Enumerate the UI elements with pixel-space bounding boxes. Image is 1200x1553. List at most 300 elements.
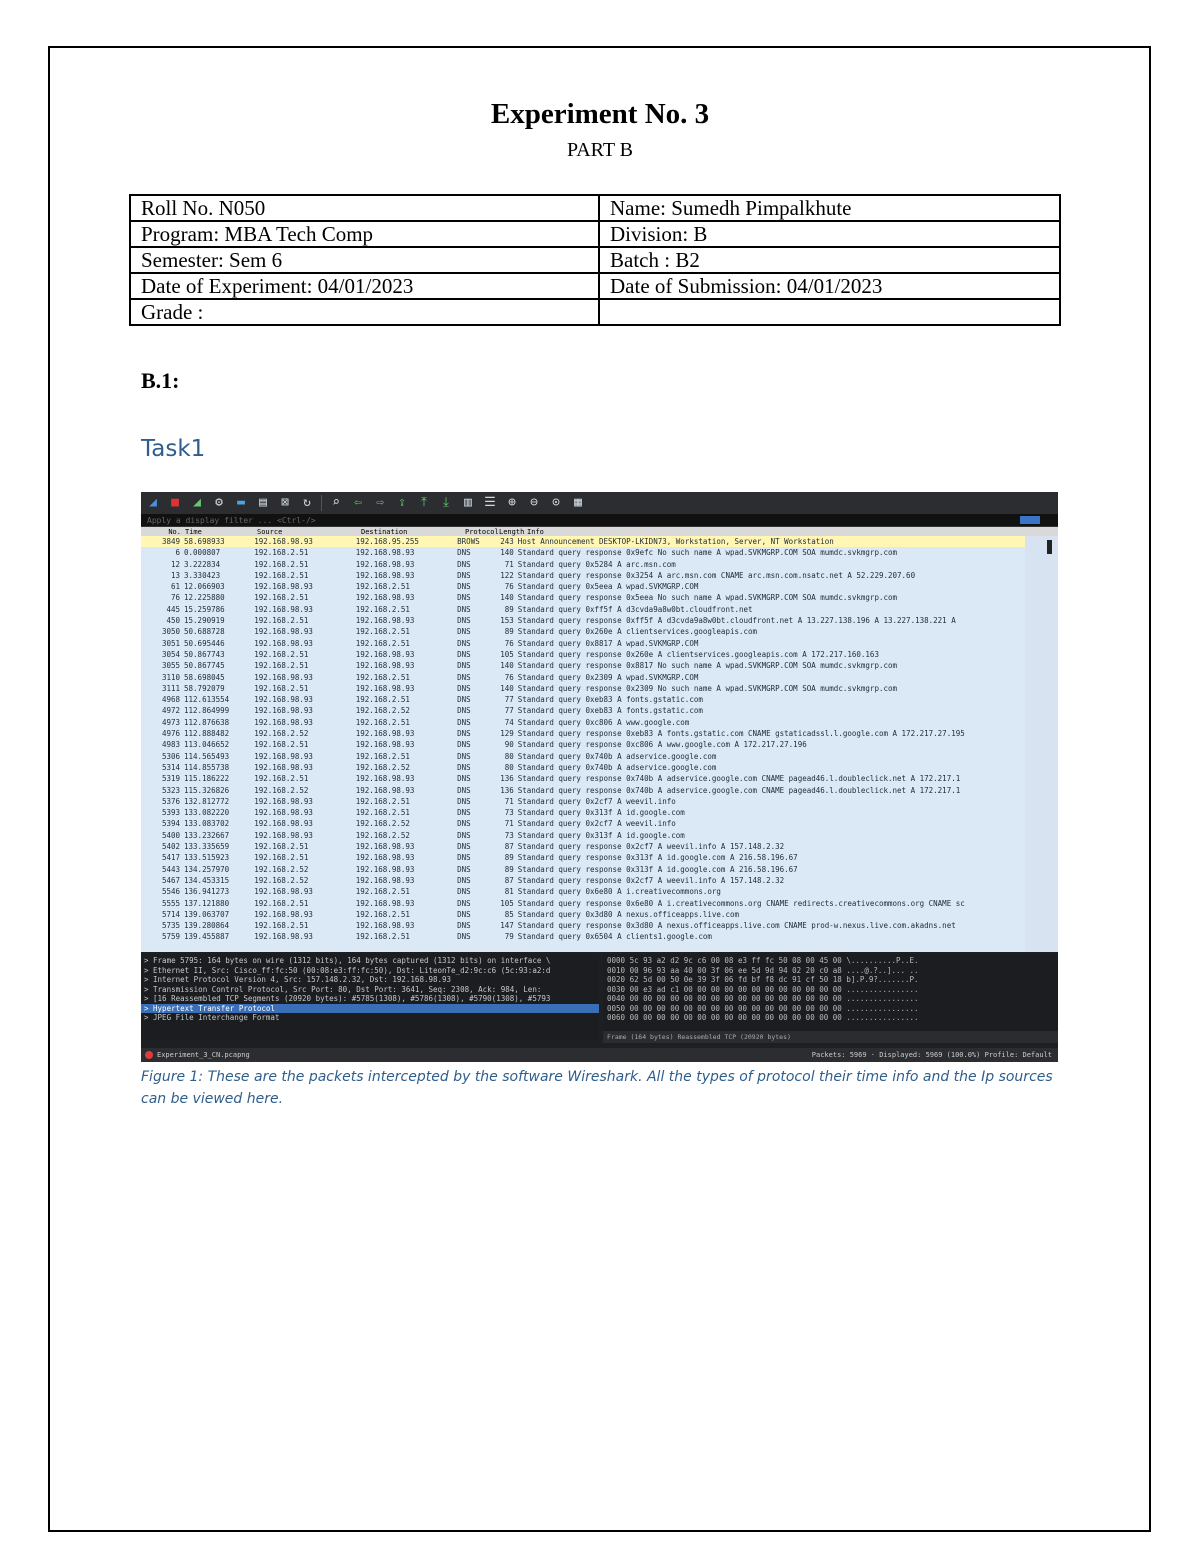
table-row (130, 195, 1060, 221)
shark-fin-icon: ◢ (149, 495, 157, 510)
packet-cell: 0.000807 (184, 548, 221, 558)
back-arrow-icon: ⇦ (354, 495, 362, 510)
packet-cell: Standard query 0x260e A clientservices.googleapis.com (517, 627, 758, 637)
table-row[interactable] (141, 796, 1025, 807)
hex-line: 0060 00 00 00 00 00 00 00 00 00 00 00 00 00 00 00 00 ................ (607, 1013, 919, 1022)
packet-cell: Standard query response 0x6e80 A i.creativecommons.org CNAME redirects.creativecommons.org CNAME sc (517, 898, 965, 908)
packet-cell: Standard query response 0x313f A id.google.com A 216.58.196.67 (517, 864, 798, 874)
packet-cell: 74 (504, 717, 514, 727)
packet-cell: 192.168.98.93 (254, 887, 313, 897)
table-row[interactable] (141, 807, 1025, 818)
packet-cell: 85 (504, 909, 514, 919)
packet-cell: 133.232667 (184, 830, 230, 840)
packet-cell: DNS (457, 842, 471, 852)
document-subtitle: PART B (566, 139, 634, 161)
packet-cell: 115.326826 (184, 785, 230, 795)
packet-cell: Standard query response 0x2309 No such name A wpad.SVKMGRP.COM SOA mumdc.svkmgrp.com (517, 683, 898, 693)
packet-cell: 5306 (161, 751, 181, 761)
packet-cell: 76 (504, 672, 514, 682)
packet-cell: 192.168.98.93 (254, 751, 313, 761)
packet-cell: 112.876638 (184, 717, 230, 727)
status-bar (141, 1048, 1058, 1062)
packet-cell: 89 (504, 604, 514, 614)
packet-scrollbar (1025, 536, 1058, 952)
wireshark-toolbar (141, 492, 1058, 514)
packet-cell: 87 (504, 875, 514, 885)
status-file: Experiment_3_CN.pcapng (157, 1051, 250, 1059)
packet-cell: 134.257970 (184, 864, 230, 874)
packet-cell: Standard query 0xeb83 A fonts.gstatic.com (517, 706, 703, 716)
packet-cell: 192.168.98.93 (355, 661, 415, 671)
packet-cell: 192.168.98.93 (254, 808, 313, 818)
autoscroll-icon: ▥ (464, 495, 472, 510)
packet-cell: 81 (504, 887, 514, 897)
table-row[interactable] (141, 818, 1025, 829)
packet-cell: Standard query 0xff5f A d3cvda9a8w0bt.cloudfront.net (517, 604, 753, 614)
table-row[interactable] (141, 739, 1025, 750)
packet-bytes-pane (603, 954, 1058, 1041)
table-row[interactable] (141, 672, 1025, 683)
table-row[interactable] (141, 536, 1025, 547)
packet-cell: 243 (500, 537, 514, 546)
table-row[interactable] (141, 785, 1025, 796)
packet-cell: 80 (504, 751, 514, 761)
packet-cell: 3054 (161, 649, 181, 659)
table-row (130, 299, 1060, 325)
packet-cell: DNS (457, 683, 471, 693)
column-header: Time (185, 528, 202, 536)
packet-cell: 71 (504, 559, 514, 569)
division-cell: Division: B (599, 221, 1060, 247)
reload-icon: ↻ (303, 495, 311, 510)
packet-cell: 192.168.2.51 (355, 695, 410, 705)
packet-cell: 192.168.2.51 (254, 593, 309, 603)
packet-cell: 445 (166, 604, 181, 614)
packet-cell: 114.565493 (184, 751, 230, 761)
packet-cell: DNS (457, 853, 471, 863)
packet-cell: 192.168.98.93 (355, 853, 415, 863)
packet-cell: 192.168.2.52 (254, 864, 309, 874)
packet-cell: 3110 (161, 672, 181, 682)
table-row[interactable] (141, 886, 1025, 897)
table-row[interactable] (141, 898, 1025, 909)
packet-cell: 192.168.2.51 (254, 898, 309, 908)
packet-cell: Standard query 0x5284 A arc.msn.com (517, 559, 676, 569)
packet-cell: 192.168.2.52 (355, 830, 410, 840)
table-row[interactable] (141, 751, 1025, 762)
packet-cell: 5759 (161, 932, 181, 942)
packet-cell: 133.515923 (184, 853, 230, 863)
detail-item[interactable]: > Hypertext Transfer Protocol (141, 1004, 599, 1014)
packet-cell: 3849 (161, 537, 181, 546)
table-row[interactable] (141, 717, 1025, 728)
packet-cell: 5714 (161, 909, 181, 919)
packet-cell: 192.168.2.51 (355, 717, 410, 727)
packet-cell: DNS (457, 672, 471, 682)
packet-cell: 192.168.2.51 (254, 683, 309, 693)
packet-cell: Standard query 0xeb83 A fonts.gstatic.com (517, 695, 703, 705)
first-packet-icon: ⤒ (421, 495, 427, 510)
document-title: Experiment No. 3 (490, 98, 710, 130)
packet-cell: Standard query response 0x2cf7 A weevil.info A 157.148.2.32 (517, 842, 785, 852)
packet-cell: DNS (457, 785, 471, 795)
packet-cell: Standard query 0xc806 A www.google.com (517, 717, 690, 727)
packet-cell: 122 (500, 570, 514, 580)
packet-cell: 15.290919 (184, 616, 225, 626)
display-filter-bar (141, 514, 1058, 527)
packet-cell: DNS (457, 695, 471, 705)
table-row[interactable] (141, 604, 1025, 615)
packet-cell: 87 (504, 842, 514, 852)
packet-cell: 136.941273 (184, 887, 230, 897)
forward-arrow-icon: ⇨ (376, 495, 384, 510)
packet-cell: 192.168.2.51 (254, 853, 309, 863)
table-row (130, 221, 1060, 247)
table-row[interactable] (141, 683, 1025, 694)
table-row[interactable] (141, 626, 1025, 637)
hex-line: 0050 00 00 00 00 00 00 00 00 00 00 00 00 00 00 00 00 ................ (607, 1003, 919, 1013)
packet-cell: 5735 (161, 921, 181, 931)
table-row[interactable] (141, 649, 1025, 660)
packet-cell: 192.168.2.52 (355, 819, 410, 829)
packet-cell: 79 (504, 932, 514, 942)
packet-details-pane (141, 954, 599, 1041)
packet-cell: 139.280864 (184, 921, 230, 931)
packet-cell: Standard query 0x313f A id.google.com (517, 830, 685, 840)
packet-cell: 4973 (161, 717, 181, 727)
packet-cell: 12.066903 (184, 582, 225, 592)
student-info-table (129, 194, 1061, 326)
packet-cell: Standard query 0x740b A adservice.google.com (517, 751, 717, 761)
packet-cell: 58.698933 (184, 537, 225, 546)
packet-cell: Standard query response 0x313f A id.google.com A 216.58.196.67 (517, 853, 798, 863)
packet-cell: Standard query 0x2cf7 A weevil.info (517, 796, 676, 806)
open-folder-icon: ▬ (237, 495, 245, 510)
packet-cell: 105 (500, 649, 514, 659)
packet-cell: 192.168.2.51 (355, 796, 410, 806)
hex-line: 0000 5c 93 a2 d2 9c c6 00 08 e3 ff fc 50 08 00 45 00 \..........P..E. (607, 956, 919, 965)
packet-cell: DNS (457, 649, 471, 659)
section-heading: B.1: (141, 368, 180, 393)
packet-cell: 5314 (161, 762, 181, 772)
packet-cell: 192.168.98.93 (355, 740, 415, 750)
packet-cell: 192.168.2.51 (254, 661, 309, 671)
packet-cell: 112.613554 (184, 695, 230, 705)
packet-cell: Standard query response 0x5eea No such name A wpad.SVKMGRP.COM SOA mumdc.svkmgrp.com (517, 593, 898, 603)
packet-cell: Standard query 0x3d80 A nexus.officeapps.live.com (517, 909, 739, 919)
bytes-tabs: Frame (164 bytes) Reassembled TCP (20920 bytes) (603, 1031, 1058, 1043)
packet-cell: 3050 (161, 627, 181, 637)
stop-capture-icon: ■ (171, 495, 179, 510)
packet-cell: 137.121880 (184, 898, 230, 908)
packet-cell: 192.168.98.93 (355, 649, 415, 659)
table-row[interactable] (141, 841, 1025, 852)
packet-cell: DNS (457, 830, 471, 840)
status-stats: Packets: 5969 · Displayed: 5969 (100.0%) Profile: Default (811, 1051, 1052, 1059)
detail-item[interactable]: > Transmission Control Protocol, Src Port: 80, Dst Port: 3641, Seq: 2308, Ack: 984, Len: (144, 984, 542, 994)
date-experiment-cell: Date of Experiment: 04/01/2023 (130, 273, 599, 299)
packet-cell: 50.688728 (184, 627, 225, 637)
hex-line: 0030 00 e3 ad c1 00 00 00 00 00 00 00 00 00 00 00 00 ................ (607, 984, 919, 994)
packet-cell: Standard query response 0xeb83 A fonts.gstatic.com CNAME gstaticadssl.l.google.com A 172.217.27.195 (517, 729, 965, 739)
packet-cell: Standard query response 0x2cf7 A weevil.info A 157.148.2.32 (517, 875, 785, 885)
packet-cell: 12.225880 (184, 593, 225, 603)
packet-cell: 192.168.2.51 (355, 808, 410, 818)
batch-cell: Batch : B2 (599, 247, 1060, 273)
packet-cell: 73 (504, 830, 514, 840)
packet-cell: 15.259786 (184, 604, 225, 614)
colorize-icon: ☰ (484, 495, 496, 510)
packet-cell: 136 (500, 785, 514, 795)
column-header: Info (527, 528, 544, 536)
packet-cell: 4976 (161, 729, 181, 739)
table-row[interactable] (141, 570, 1025, 581)
table-row[interactable] (141, 875, 1025, 886)
packet-cell: 76 (504, 638, 514, 648)
grade-value-cell (599, 299, 1060, 325)
table-row[interactable] (141, 773, 1025, 784)
packet-cell: 450 (166, 616, 181, 626)
packet-cell: 192.168.98.93 (254, 932, 313, 942)
packet-list (141, 536, 1025, 952)
packet-cell: Standard query response 0x9efc No such name A wpad.SVKMGRP.COM SOA mumdc.svkmgrp.com (517, 548, 898, 558)
packet-cell: 5400 (161, 830, 181, 840)
packet-cell: DNS (457, 774, 471, 784)
detail-item[interactable]: > Ethernet II, Src: Cisco_ff:fc:50 (00:08:e3:ff:fc:50), Dst: LiteonTe_d2:9c:c6 (5c:93:a2:d (144, 965, 551, 975)
table-row[interactable] (141, 830, 1025, 841)
packet-cell: 192.168.2.51 (355, 932, 410, 942)
packet-cell: 192.168.98.93 (355, 548, 415, 558)
packet-cell: 192.168.98.93 (254, 638, 313, 648)
packet-cell: 5402 (161, 842, 181, 852)
packet-cell: DNS (457, 887, 471, 897)
scroll-thumb (1047, 540, 1052, 554)
packet-cell: 192.168.2.52 (254, 729, 309, 739)
packet-cell: 192.168.2.51 (355, 909, 410, 919)
packet-cell: 139.455887 (184, 932, 230, 942)
packet-cell: 13 (170, 570, 181, 580)
packet-cell: DNS (457, 559, 471, 569)
table-row[interactable] (141, 728, 1025, 739)
restart-capture-icon: ◢ (193, 495, 201, 510)
last-packet-icon: ⤓ (443, 495, 449, 510)
packet-cell: 192.168.98.93 (355, 864, 415, 874)
packet-cell: 6 (175, 548, 181, 558)
go-to-packet-icon: ⇪ (398, 495, 406, 510)
packet-cell: 133.083702 (184, 819, 230, 829)
packet-cell: 89 (504, 864, 514, 874)
packet-cell: DNS (457, 616, 471, 626)
hex-line: 0010 00 96 93 aa 40 00 3f 06 ee 5d 9d 94 02 20 c0 a8 ....@.?..]... .. (607, 965, 919, 975)
packet-cell: 192.168.95.255 (355, 537, 419, 546)
table-row (130, 247, 1060, 273)
table-row[interactable] (141, 547, 1025, 558)
packet-cell: 192.168.98.93 (355, 875, 415, 885)
apply-filter-icon (1020, 516, 1040, 524)
packet-cell: 140 (500, 661, 514, 671)
task-heading: Task1 (141, 436, 206, 462)
packet-cell: 192.168.98.93 (254, 762, 313, 772)
packet-cell: 112.864999 (184, 706, 230, 716)
packet-cell: 153 (500, 616, 514, 626)
table-row[interactable] (141, 559, 1025, 570)
packet-cell: 50.867743 (184, 649, 225, 659)
table-row[interactable] (141, 694, 1025, 705)
packet-cell: 5555 (161, 898, 181, 908)
detail-item[interactable]: > Frame 5795: 164 bytes on wire (1312 bits), 164 bytes captured (1312 bits) on interface \ (144, 956, 551, 965)
packet-cell: 192.168.98.93 (355, 921, 415, 931)
packet-cell: 5417 (161, 853, 181, 863)
packet-cell: 140 (500, 548, 514, 558)
packet-cell: 77 (504, 706, 514, 716)
options-gear-icon: ⚙ (215, 495, 223, 510)
detail-item[interactable]: > [16 Reassembled TCP Segments (20920 bytes): #5785(1308), #5786(1308), #5790(1308), #5793 (144, 994, 551, 1003)
packet-cell: 192.168.2.52 (355, 762, 410, 772)
table-row[interactable] (141, 909, 1025, 920)
packet-cell: 50.867745 (184, 661, 225, 671)
save-file-icon: ▤ (259, 495, 267, 510)
packet-cell: 192.168.2.51 (355, 672, 410, 682)
name-cell: Name: Sumedh Pimpalkhute (599, 195, 1060, 221)
packet-cell: 4983 (161, 740, 181, 750)
resize-columns-icon: ▦ (574, 495, 582, 510)
packet-cell: 3.222834 (184, 559, 221, 569)
column-header: Length (499, 528, 525, 536)
normal-size-icon: ⊙ (552, 495, 560, 510)
packet-cell: DNS (457, 762, 471, 772)
table-row[interactable] (141, 920, 1025, 931)
roll-no-cell: Roll No. N050 (130, 195, 599, 221)
packet-cell: 192.168.2.52 (355, 706, 410, 716)
packet-cell: Standard query response 0x740b A adservice.google.com CNAME pagead46.l.doubleclick.net A 172.217.1 (517, 785, 961, 795)
capture-status-icon (145, 1051, 153, 1059)
packet-cell: DNS (457, 638, 471, 648)
packet-cell: 192.168.98.93 (355, 898, 415, 908)
packet-cell: Standard query 0x6504 A clients1.google.com (517, 932, 712, 942)
packet-cell: 58.792079 (184, 683, 225, 693)
table-row[interactable] (141, 931, 1025, 942)
packet-cell: DNS (457, 604, 471, 614)
packet-cell: 192.168.2.51 (254, 774, 309, 784)
packet-cell: DNS (457, 729, 471, 739)
table-row[interactable] (141, 615, 1025, 626)
packet-cell: DNS (457, 661, 471, 671)
packet-cell: Standard query 0x2cf7 A weevil.info (517, 819, 676, 829)
packet-cell: 71 (504, 819, 514, 829)
packet-cell: DNS (457, 932, 471, 942)
wireshark-screenshot (141, 492, 1058, 1062)
detail-item[interactable]: > JPEG File Interchange Format (144, 1013, 280, 1022)
packet-cell: DNS (457, 921, 471, 931)
packet-cell: 192.168.98.93 (355, 616, 415, 626)
packet-cell: 192.168.98.93 (254, 695, 313, 705)
table-row[interactable] (141, 762, 1025, 773)
packet-cell: 3.330423 (184, 570, 221, 580)
packet-cell: DNS (457, 898, 471, 908)
table-row[interactable] (141, 581, 1025, 592)
packet-cell: 192.168.98.93 (355, 559, 415, 569)
packet-cell: Standard query response 0x260e A clientservices.googleapis.com A 172.217.160.163 (517, 649, 879, 659)
packet-cell: 113.046652 (184, 740, 230, 750)
packet-cell: 192.168.98.93 (254, 819, 313, 829)
packet-cell: 89 (504, 627, 514, 637)
packet-cell: 192.168.2.51 (355, 604, 410, 614)
packet-cell: Standard query response 0x3254 A arc.msn.com CNAME arc.msn.com.nsatc.net A 52.229.207.60 (517, 570, 916, 580)
table-row[interactable] (141, 638, 1025, 649)
detail-item[interactable]: > Internet Protocol Version 4, Src: 157.148.2.32, Dst: 192.168.98.93 (144, 975, 452, 984)
packet-cell: 77 (504, 695, 514, 705)
packet-cell: DNS (457, 909, 471, 919)
packet-cell: DNS (457, 864, 471, 874)
packet-cell: 192.168.2.51 (355, 638, 410, 648)
packet-cell: 3055 (161, 661, 181, 671)
packet-cell: Standard query 0x740b A adservice.google.com (517, 762, 717, 772)
table-row[interactable] (141, 864, 1025, 875)
packet-cell: 4972 (161, 706, 181, 716)
packet-cell: 192.168.98.93 (254, 796, 313, 806)
packet-cell: 192.168.98.93 (355, 774, 415, 784)
table-row[interactable] (141, 705, 1025, 716)
packet-cell: 192.168.98.93 (254, 627, 313, 637)
packet-cell: 192.168.2.51 (254, 649, 309, 659)
packet-cell: 5394 (161, 819, 181, 829)
packet-cell: 192.168.98.93 (355, 785, 415, 795)
packet-cell: 76 (504, 582, 514, 592)
packet-cell: BROWS (457, 537, 480, 546)
packet-cell: 192.168.98.93 (254, 604, 313, 614)
packet-cell: DNS (457, 593, 471, 603)
packet-cell: 132.812772 (184, 796, 230, 806)
packet-cell: 80 (504, 762, 514, 772)
packet-cell: 105 (500, 898, 514, 908)
packet-cell: DNS (457, 796, 471, 806)
packet-cell: Host Announcement DESKTOP-LKIDN73, Workstation, Server, NT Workstation (517, 537, 834, 546)
packet-cell: Standard query response 0x740b A adservice.google.com CNAME pagead46.l.doubleclick.net A 172.217.1 (517, 774, 961, 784)
packet-cell: 133.335659 (184, 842, 230, 852)
packet-cell: Standard query 0x2309 A wpad.SVKMGRP.COM (517, 672, 699, 682)
packet-cell: DNS (457, 706, 471, 716)
packet-cell: 140 (500, 683, 514, 693)
packet-cell: DNS (457, 582, 471, 592)
packet-cell: 139.063707 (184, 909, 230, 919)
packet-cell: 5546 (161, 887, 181, 897)
zoom-out-icon: ⊖ (530, 495, 538, 510)
packet-cell: 192.168.2.51 (254, 842, 309, 852)
table-row[interactable] (141, 660, 1025, 671)
packet-cell: 4968 (161, 695, 181, 705)
packet-cell: 192.168.98.93 (355, 842, 415, 852)
zoom-in-icon: ⊕ (508, 495, 516, 510)
packet-cell: 192.168.98.93 (254, 830, 313, 840)
column-header: No. (168, 528, 181, 536)
packet-cell: 5376 (161, 796, 181, 806)
packet-cell: 5323 (161, 785, 181, 795)
packet-cell: 5443 (161, 864, 181, 874)
packet-cell: 192.168.2.52 (254, 785, 309, 795)
packet-cell: 192.168.98.93 (254, 537, 313, 546)
packet-cell: 192.168.2.51 (355, 582, 410, 592)
packet-cell: 112.888482 (184, 729, 230, 739)
packet-cell: 5467 (161, 875, 181, 885)
packet-cell: Standard query 0x5eea A wpad.SVKMGRP.COM (517, 582, 699, 592)
table-row[interactable] (141, 592, 1025, 603)
column-header: Protocol (465, 528, 499, 536)
packet-cell: 192.168.2.51 (355, 887, 410, 897)
table-row[interactable] (141, 852, 1025, 863)
packet-cell: DNS (457, 740, 471, 750)
hex-line: 0020 62 5d 00 50 0e 39 3f 06 fd bf f8 dc 91 cf 50 18 b].P.9?.......P. (607, 975, 919, 984)
packet-cell: Standard query 0x6e80 A i.creativecommons.org (517, 887, 721, 897)
